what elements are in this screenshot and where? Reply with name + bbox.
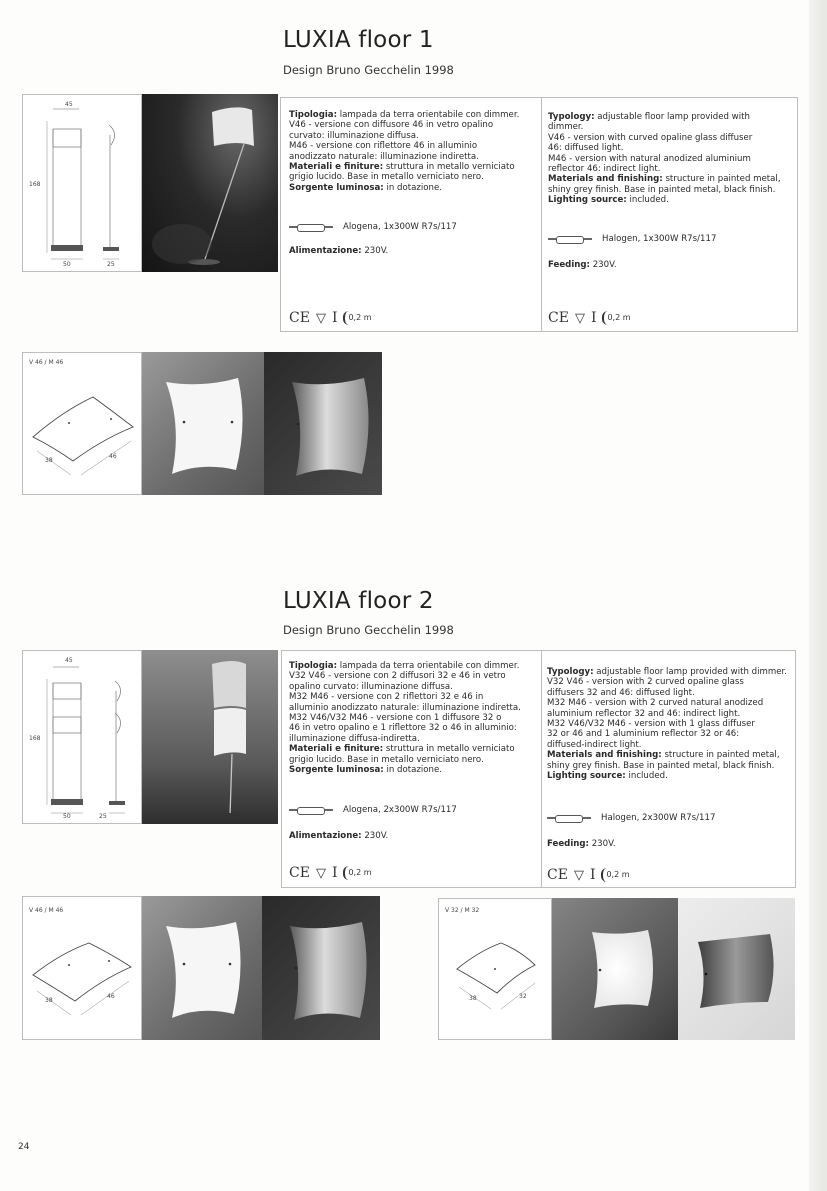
- tipologia-text: lampada da terra orientabile con dimmer.: [339, 661, 520, 671]
- triangle-f-mark-icon: ▽: [573, 867, 584, 883]
- feed-spec: Feeding: 230V.: [548, 260, 617, 270]
- spec-line: M46 - versione con riflettore 46 in alluminio: [289, 141, 478, 152]
- page-number: 24: [18, 1142, 30, 1152]
- spec-line: M46 - version with natural anodized aluminium: [548, 153, 751, 164]
- dim-foot: 25: [107, 261, 115, 268]
- dim-base: 50: [63, 813, 71, 820]
- spec-line: diffusers 32 and 46: diffused light.: [547, 687, 695, 698]
- class-one-mark-icon: I: [331, 310, 338, 326]
- ce-mark-icon: CE: [548, 310, 569, 326]
- materials-text: structure in painted metal,: [665, 174, 781, 185]
- spec-line: dimmer.: [548, 122, 584, 133]
- technical-drawing: [22, 650, 142, 824]
- product-title: LUXIA floor 2: [283, 588, 434, 614]
- spec-text-en: [547, 667, 793, 781]
- class-one-mark-icon: I: [590, 310, 597, 326]
- spec-line: 46: diffused light.: [548, 143, 624, 154]
- variant-label: V 32 / M 32: [445, 907, 480, 914]
- variant-drawing: [22, 352, 142, 495]
- dim-height: 168: [29, 735, 41, 742]
- lamp-spec: [547, 813, 715, 823]
- materials-label: Materials and finishing:: [547, 750, 662, 761]
- curved-diffuser-drawing: [23, 353, 143, 496]
- triangle-f-mark-icon: ▽: [315, 865, 326, 881]
- lamp-photo: [142, 94, 278, 272]
- spec-text-it: [289, 110, 537, 193]
- halogen-bulb-icon: [548, 235, 592, 243]
- spec-box-it: [281, 650, 543, 888]
- typology-text: adjustable floor lamp provided with dimmer.: [596, 667, 787, 677]
- halogen-bulb-icon: [289, 806, 333, 814]
- spec-line: 46 in vetro opalino e 1 riflettore 32 o 46 in alluminio:: [289, 723, 517, 734]
- variant-label: V 46 / M 46: [29, 907, 64, 914]
- product-title: LUXIA floor 1: [283, 27, 434, 53]
- spec-box-it: [280, 97, 542, 332]
- glass-diffuser-32-photo: [552, 898, 678, 1040]
- aluminium-reflector-32-photo: [678, 898, 795, 1040]
- sorgente-text: in dotazione.: [386, 182, 442, 193]
- lamp-spec-text: Alogena, 2x300W R7s/117: [343, 805, 457, 815]
- sorgente-label: Sorgente luminosa:: [289, 765, 384, 776]
- sorgente-label: Sorgente luminosa:: [289, 182, 384, 193]
- source-label: Lighting source:: [548, 195, 627, 206]
- triangle-f-mark-icon: ▽: [315, 310, 326, 326]
- spec-line: opalino curvato: illuminazione diffusa.: [289, 681, 453, 692]
- spec-line: aluminium reflector 32 and 46: indirect light.: [547, 708, 741, 719]
- spec-line: 32 or 46 and 1 aluminium reflector 32 or 46:: [547, 729, 740, 740]
- spec-line: V46 - versione con diffusore 46 in vetro opalino: [289, 120, 494, 131]
- page-edge: [809, 0, 827, 1191]
- materiali-text: struttura in metallo verniciato: [385, 162, 515, 173]
- halogen-bulb-icon: [547, 814, 591, 822]
- product-designer: Design Bruno Gecchelin 1998: [283, 63, 454, 77]
- lamp-spec-text: Halogen, 1x300W R7s/117: [602, 234, 717, 244]
- ce-mark-icon: CE: [289, 310, 310, 326]
- typology-label: Typology:: [547, 667, 594, 677]
- feed-spec: Alimentazione: 230V.: [289, 246, 389, 256]
- variant-dim: 38: [45, 997, 53, 1004]
- variant-dim: 38: [45, 457, 53, 464]
- curved-diffuser-drawing: [23, 897, 143, 1041]
- ce-mark-icon: CE: [547, 867, 568, 883]
- sorgente-text: in dotazione.: [386, 765, 442, 776]
- class-one-mark-icon: I: [589, 867, 596, 883]
- floor-lamp-drawing: [23, 95, 143, 273]
- lamp-spec-text: Alogena, 1x300W R7s/117: [343, 222, 457, 232]
- feed-spec: Alimentazione: 230V.: [289, 831, 389, 841]
- spec-line: alluminio anodizzato naturale: illuminazione indiretta.: [289, 702, 521, 713]
- spec-text-it: [289, 661, 539, 775]
- materiali-label: Materiali e finiture:: [289, 162, 384, 173]
- spec-line: anodizzato naturale: illuminazione indiretta.: [289, 151, 479, 162]
- feed-spec: Feeding: 230V.: [547, 839, 616, 849]
- tipologia-text: lampada da terra orientabile con dimmer.: [339, 110, 520, 120]
- triangle-f-mark-icon: ▽: [574, 310, 585, 326]
- spec-line: M32 M46 - version with 2 curved natural anodized: [547, 698, 764, 709]
- certification-marks: [289, 310, 375, 326]
- variant-dim: 38: [469, 995, 477, 1002]
- variant-drawing-32: [438, 898, 552, 1040]
- lamp-photo: [142, 650, 278, 824]
- tipologia-label: Tipologia:: [289, 661, 338, 671]
- variant-dim: 46: [107, 993, 115, 1000]
- source-label: Lighting source:: [547, 771, 626, 782]
- class-one-mark-icon: I: [331, 865, 338, 881]
- spec-line: shiny grey finish. Base in painted metal, black finish.: [547, 760, 775, 771]
- ce-mark-icon: CE: [289, 865, 310, 881]
- spec-line: M32 M46 - versione con 2 riflettori 32 e 46 in: [289, 692, 484, 703]
- aluminium-reflector-photo: [262, 896, 380, 1040]
- source-text: included.: [629, 195, 669, 206]
- materiali-label: Materiali e finiture:: [289, 744, 384, 755]
- materials-label: Materials and finishing:: [548, 174, 663, 185]
- materiali-text: struttura in metallo verniciato: [385, 744, 515, 755]
- spec-text-en: [548, 112, 794, 206]
- spec-line: shiny grey finish. Base in painted metal, black finish.: [548, 184, 776, 195]
- source-text: included.: [628, 771, 668, 782]
- spec-line: reflector 46: indirect light.: [548, 164, 661, 175]
- variant-drawing: [22, 896, 142, 1040]
- spec-line: grigio lucido. Base in metallo verniciato nero.: [289, 172, 484, 183]
- glass-diffuser-photo: [142, 896, 262, 1040]
- halogen-bulb-icon: [289, 223, 333, 231]
- spec-line: illuminazione diffusa-indiretta.: [289, 733, 420, 744]
- spec-line: M32 V46/V32 M46 - versione con 1 diffusore 32 o: [289, 713, 502, 724]
- dim-foot: 25: [99, 813, 107, 820]
- certification-marks: [548, 310, 634, 326]
- spec-line: curvato: illuminazione diffusa.: [289, 130, 419, 141]
- spec-box-en: [541, 650, 796, 888]
- product-designer: Design Bruno Gecchelin 1998: [283, 623, 454, 637]
- spec-box-en: [541, 97, 798, 332]
- distance-mark-icon: 0,2 m: [601, 868, 632, 882]
- distance-mark-icon: 0,2 m: [343, 311, 374, 325]
- dim-height: 168: [29, 181, 41, 188]
- distance-mark-icon: 0,2 m: [602, 311, 633, 325]
- materials-text: structure in painted metal,: [664, 750, 780, 761]
- typology-label: Typology:: [548, 112, 595, 122]
- spec-line: V46 - version with curved opaline glass diffuser: [548, 132, 753, 143]
- technical-drawing: [22, 94, 142, 272]
- certification-marks: [547, 867, 633, 883]
- lamp-spec: [289, 222, 457, 232]
- spec-line: V32 V46 - versione con 2 diffusori 32 e 46 in vetro: [289, 671, 506, 682]
- spec-line: V32 V46 - version with 2 curved opaline glass: [547, 677, 744, 688]
- spec-line: diffused-indirect light.: [547, 739, 642, 750]
- variant-dim: 46: [109, 453, 117, 460]
- lamp-spec: [548, 234, 716, 244]
- lamp-spec-text: Halogen, 2x300W R7s/117: [601, 813, 716, 823]
- dim-top: 45: [65, 101, 73, 108]
- variant-label: V 46 / M 46: [29, 359, 64, 366]
- floor-lamp-drawing: [23, 651, 143, 825]
- curved-diffuser-32-drawing: [439, 899, 553, 1041]
- glass-diffuser-photo: [142, 352, 264, 495]
- lamp-spec: [289, 805, 457, 815]
- certification-marks: [289, 865, 375, 881]
- variant-dim: 32: [519, 993, 527, 1000]
- spec-line: M32 V46/V32 M46 - version with 1 glass diffuser: [547, 719, 755, 730]
- aluminium-reflector-photo: [264, 352, 382, 495]
- dim-top: 45: [65, 657, 73, 664]
- spec-line: grigio lucido. Base in metallo verniciato nero.: [289, 754, 484, 765]
- tipologia-label: Tipologia:: [289, 110, 338, 120]
- typology-text: adjustable floor lamp provided with: [597, 112, 750, 122]
- dim-base: 50: [63, 261, 71, 268]
- distance-mark-icon: 0,2 m: [343, 866, 374, 880]
